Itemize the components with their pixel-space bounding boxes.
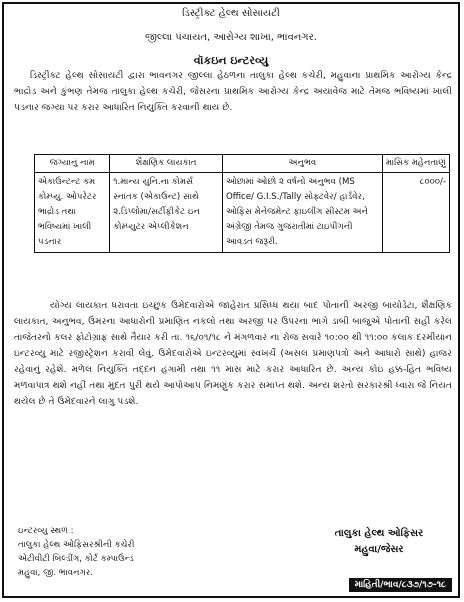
cell-post: એકાઉન્ટન્ટ કમ કોમ્પ્યુ. ઓપરેટર ભાદ્રોડ તથા ભવિષ્યમાં ખાલી પડનાર — [35, 173, 110, 253]
advertisement-frame — [2, 2, 460, 598]
reference-badge: માહિતી/ભાવ/૮૩૭/૧૭-૧૮ — [349, 578, 452, 592]
venue-line-3: મહુવા, જી. ભાવનગર. — [18, 568, 93, 578]
venue-label: ઇન્ટરવ્યુ સ્થળ : — [18, 526, 74, 536]
body-paragraph: યોગ્ય લાયકાત ધરાવતા ઇચ્છુક ઉમેદવારોએ જાહેરાત પ્રસિધ્ધ થયા બાદ પોતાની અરજી બાયોડેટા, શૈક્ષણિક લાયકાત, અનુભવ, ઉંમરના આધારોની પ્રમાણિત નકલો તથા અરજી પર ઉપરના ભાગે ડાબી બાજુએ પોતાની સહી કરેલ તાજેતરનો કલર ફોટોગ્રાફ સાથે તૈયાર કરી તા. ૧૬/૦૧/૧૮ ને મંગળવાર ના રોજ સવારે ૧૦:૦૦ થી ૧૧:૦૦ કલાક દરમીયાન ઇન્ટરવ્યુ માટે રજીસ્ટ્રેશન કરાવી લેવું. ઉમેદવારોએ ઇન્ટરવ્યુમાં સ્વખર્ચે (અસલ પ્રમાણપત્રો અને આધારો સાથે) હાજર રહેવાનું રહેશે. મળેલ નિયુક્તિ તદ્દન હંગામી તથા ૧૧ માસ માટે કરાર આધારિત છે. અન્ય કોઇ હક્ક-હિત ભવિષ્ય મળવાપાત્ર થશે નહીં તથા મુદત પુરી થયે આપોઆપ નિમણુંક કરાર સમાપ્ત થશે. અન્ય શરતો સરકારશ્રી ધ્વારા જે નિયત થયેલ છે તે ઉમેદવારને લાગુ પડશે. — [14, 300, 452, 407]
venue-line-2: એટીવીટી બિલ્ડીંગ, કોર્ટ કમ્પાઉન્ડ — [18, 554, 134, 564]
ad-title: વૉકઇન ઇન્ટરવ્યુ — [193, 54, 269, 67]
cell-salary: ૮૦૦૦/- — [382, 173, 449, 253]
society-name: ડિસ્ટ્રીક્ટ હેલ્થ સોસાયટી — [182, 8, 280, 19]
table-header-row — [35, 155, 450, 173]
header-qualification: શૈક્ષણિક લાયકાત — [110, 155, 223, 173]
interview-venue — [18, 524, 218, 580]
cell-qualification: ૧.માન્ય યુનિ.ના કોમર્સ સ્નાતક (એકાઉન્ટ) સાથે ૨.ડિપ્લોમા/સર્ટીફીકેટ ઇન કોમ્પ્યુટર એપ્લીકેશન — [110, 173, 223, 253]
header-salary: માસિક મહેનતાણું — [382, 155, 449, 173]
office-name: જીલ્લા પંચાયત, આરોગ્ય શાખા, ભાવનગર. — [145, 32, 317, 43]
officer-place: મહુવા/જેસર — [354, 544, 404, 555]
header-post: જગ્યાનું નામ — [35, 155, 110, 173]
table-row — [35, 173, 450, 253]
officer-title: તાલુકા હેલ્થ ઓફિસર — [334, 528, 424, 539]
header-experience: અનુભવ — [222, 155, 382, 173]
intro-paragraph: ડિસ્ટ્રીક્ટ હેલ્થ સોસાયટી દ્વારા ભાવનગર જીલ્લા હેઠળના તાલુકા હેલ્થ કચેરી, મહુવાના પ્રાથમિક આરોગ્ય કેન્દ્ર ભાદ્રોડ અને કુંભણ તેમજ તાલુકા હેલ્થ કચેરી, જેસરના પ્રાથમિક આરોગ્ય કેન્દ્ર અયાવેજ માટે તેમજ ભવિષ્યમાં ખાલી પડનાર જગ્યા પર કરાર આધારિત નિયુક્તિ કરવાની થાય છે. — [14, 70, 452, 113]
vacancy-table — [34, 154, 450, 253]
venue-line-1: તાલુકા હેલ્થ ઓફિસરશ્રીની કચેરી — [18, 540, 135, 550]
cell-experience: ઓછામાં ઓછો ૨ વર્ષનો અનુભવ (MS Office/ G.I.S./Tally સોફ્ટવેર/ હાર્ડવેર, ઓફિસ મેનેજમેન્ટ ફાઇલીંગ સીસ્ટમ અને અંગ્રેજી તેમજ ગુજરાતીમાં ટાઇપીંગની આવડત જરૂરી. — [222, 173, 382, 253]
signature-block — [304, 526, 454, 558]
